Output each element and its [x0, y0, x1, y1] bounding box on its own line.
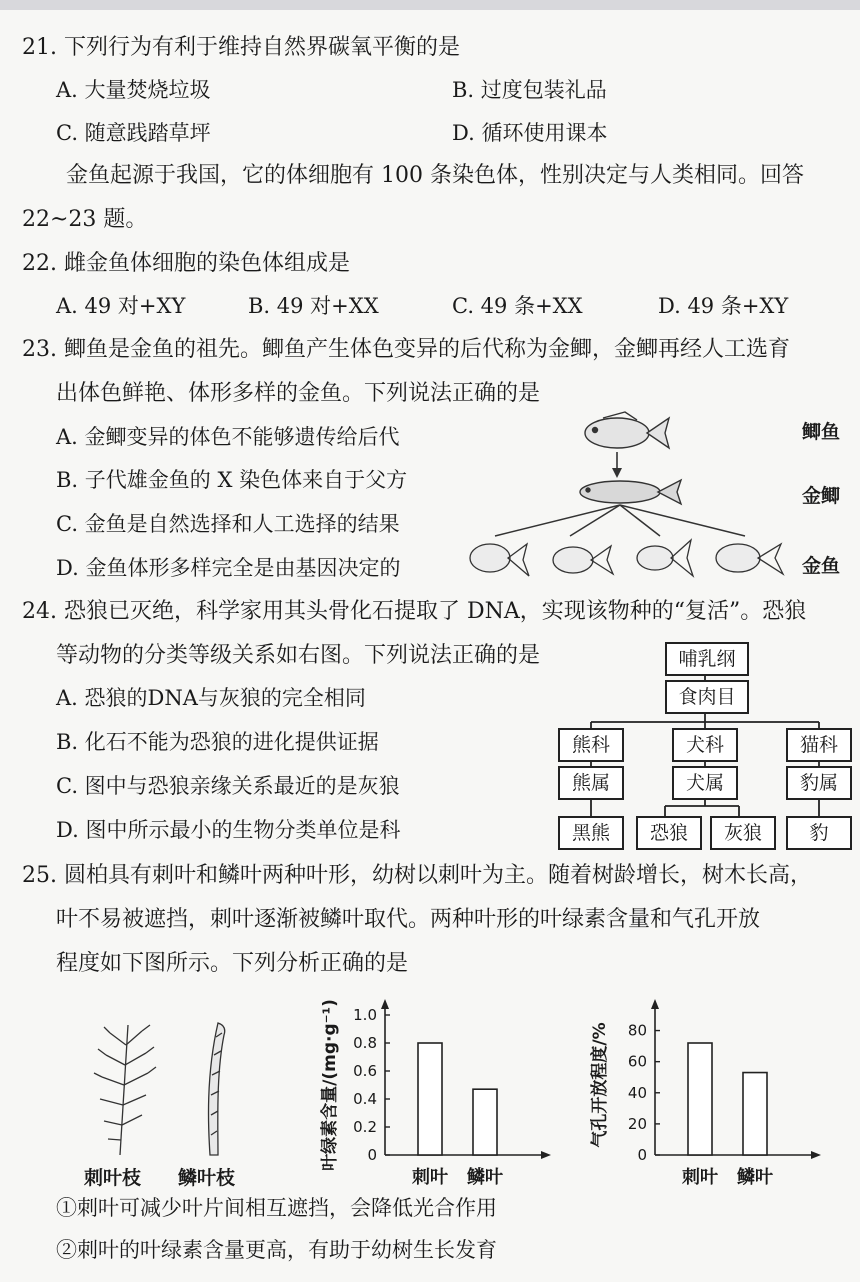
q24-option-d[interactable]: D. 图中所示最小的生物分类单位是科: [56, 818, 401, 842]
q23-stem-line-2: 出体色鲜艳、体形多样的金鱼。下列说法正确的是: [56, 381, 541, 406]
q25-stem-line-2: 叶不易被遮挡，刺叶逐渐被鳞叶取代。两种叶形的叶绿素含量和气孔开放: [56, 907, 761, 932]
chart1-y-tick-label: 0.2: [353, 1118, 377, 1136]
arrowhead-down: [612, 468, 622, 478]
intro-line-1: 金鱼起源于我国，它的体细胞有 100 条染色体，性别决定与人类相同。回答: [66, 163, 804, 188]
branch-illustrations: [80, 1015, 250, 1160]
label-goldfish: 金鱼: [802, 555, 841, 577]
label-golden-crucian: 金鲫: [802, 485, 841, 507]
scale-leaf-branch-illustration: [208, 1023, 224, 1155]
tree-node-family-bear: 熊科: [558, 728, 624, 762]
q25-stem-line-3: 程度如下图所示。下列分析正确的是: [56, 951, 409, 976]
q23-option-b[interactable]: B. 子代雄金鱼的 X 染色体来自于父方: [56, 468, 408, 492]
intro-line-2: 22~23 题。: [22, 207, 148, 232]
chart2-y-tick-label: 80: [627, 1021, 647, 1040]
chart2-category-label: 鳞叶: [737, 1167, 773, 1188]
chart2-bar-1: [688, 1043, 712, 1155]
tree-node-family-dog: 犬科: [672, 728, 738, 762]
chart1-category-label: 鳞叶: [467, 1167, 503, 1188]
label-needle-leaf-branch: 刺叶枝: [84, 1167, 142, 1189]
chart2-y-tick-label: 20: [627, 1114, 647, 1133]
q25-statement-1: ①刺叶可减少叶片间相互遮挡，会降低光合作用: [56, 1196, 497, 1220]
chart1-bar-1: [418, 1043, 442, 1155]
chart1-y-tick-label: 0.4: [353, 1090, 377, 1108]
chart1-y-tick-label: 1.0: [353, 1006, 377, 1024]
tree-node-leopard: 豹: [786, 816, 852, 850]
q21-option-d[interactable]: D. 循环使用课本: [452, 121, 608, 145]
fish-evolution-figure: [455, 408, 795, 588]
chart1-y-arrow: [381, 999, 389, 1009]
tree-node-genus-dog: 犬属: [672, 766, 738, 800]
chart2-y-arrow: [651, 999, 659, 1009]
q21-stem: 21. 下列行为有利于维持自然界碳氧平衡的是: [22, 35, 460, 60]
q21-option-b[interactable]: B. 过度包装礼品: [452, 78, 607, 102]
q24-option-a[interactable]: A. 恐狼的DNA与灰狼的完全相同: [56, 686, 366, 710]
q22-option-b[interactable]: B. 49 对+XX: [248, 294, 379, 318]
tree-node-order: 食肉目: [665, 680, 749, 714]
tree-node-gray-wolf: 灰狼: [710, 816, 776, 850]
chart2-y-tick-label: 40: [627, 1083, 647, 1102]
chart2-x-arrow: [811, 1151, 821, 1159]
chart1-bar-2: [473, 1089, 497, 1155]
q22-option-d[interactable]: D. 49 条+XY: [658, 294, 789, 318]
chart1-x-arrow: [541, 1151, 551, 1159]
tree-node-class: 哺乳纲: [665, 642, 749, 676]
q24-stem-line-1: 24. 恐狼已灭绝，科学家用其头骨化石提取了 DNA，实现该物种的“复活”。恐狼: [22, 599, 807, 624]
page-top-edge: [0, 0, 860, 10]
q23-option-a[interactable]: A. 金鲫变异的体色不能够遗传给后代: [56, 425, 400, 449]
label-scale-leaf-branch: 鳞叶枝: [178, 1167, 236, 1189]
chart2-category-label: 刺叶: [682, 1167, 718, 1188]
q25-statement-2: ②刺叶的叶绿素含量更高，有助于幼树生长发育: [56, 1238, 497, 1262]
crucian-carp-illustration: [585, 412, 669, 448]
q23-option-c[interactable]: C. 金鱼是自然选择和人工选择的结果: [56, 512, 400, 536]
q21-option-a[interactable]: A. 大量焚烧垃圾: [56, 78, 211, 102]
chart2-ylabel: 气孔开放程度/%: [590, 1022, 610, 1148]
q22-option-a[interactable]: A. 49 对+XY: [56, 294, 186, 318]
q24-stem-line-2: 等动物的分类等级关系如右图。下列说法正确的是: [56, 643, 541, 668]
q21-option-c[interactable]: C. 随意践踏草坪: [56, 121, 211, 145]
q22-option-c[interactable]: C. 49 条+XX: [452, 294, 583, 318]
tree-node-family-cat: 猫科: [786, 728, 852, 762]
tree-node-dire-wolf: 恐狼: [636, 816, 702, 850]
chlorophyll-bar-chart: [315, 995, 555, 1190]
stomata-bar-chart: [585, 995, 825, 1190]
tree-node-genus-bear: 熊属: [558, 766, 624, 800]
q24-option-b[interactable]: B. 化石不能为恐狼的进化提供证据: [56, 730, 379, 754]
label-crucian-carp: 鲫鱼: [802, 421, 841, 443]
goldfish-illustrations: [470, 540, 783, 576]
chart1-category-label: 刺叶: [412, 1167, 448, 1188]
q23-option-d[interactable]: D. 金鱼体形多样完全是由基因决定的: [56, 556, 401, 580]
chart1-y-tick-label: 0: [367, 1146, 377, 1164]
chart2-bar-2: [743, 1073, 767, 1155]
chart1-y-tick-label: 0.8: [353, 1034, 377, 1052]
golden-crucian-illustration: [580, 480, 681, 504]
q24-option-c[interactable]: C. 图中与恐狼亲缘关系最近的是灰狼: [56, 774, 400, 798]
q22-stem: 22. 雌金鱼体细胞的染色体组成是: [22, 251, 350, 276]
chart1-y-tick-label: 0.6: [353, 1062, 377, 1080]
tree-node-black-bear: 黑熊: [558, 816, 624, 850]
arrows-to-goldfish: [495, 505, 745, 536]
chart2-y-tick-label: 0: [637, 1146, 647, 1164]
tree-node-genus-leopard: 豹属: [786, 766, 852, 800]
q23-stem-line-1: 23. 鲫鱼是金鱼的祖先。鲫鱼产生体色变异的后代称为金鲫，金鲫再经人工选育: [22, 337, 790, 362]
needle-leaf-branch-illustration: [94, 1025, 156, 1155]
chart1-ylabel: 叶绿素含量/(mg·g⁻¹): [320, 999, 340, 1171]
q25-stem-line-1: 25. 圆柏具有刺叶和鳞叶两种叶形，幼树以刺叶为主。随着树龄增长，树木长高，: [22, 863, 812, 888]
chart2-y-tick-label: 60: [627, 1052, 647, 1071]
